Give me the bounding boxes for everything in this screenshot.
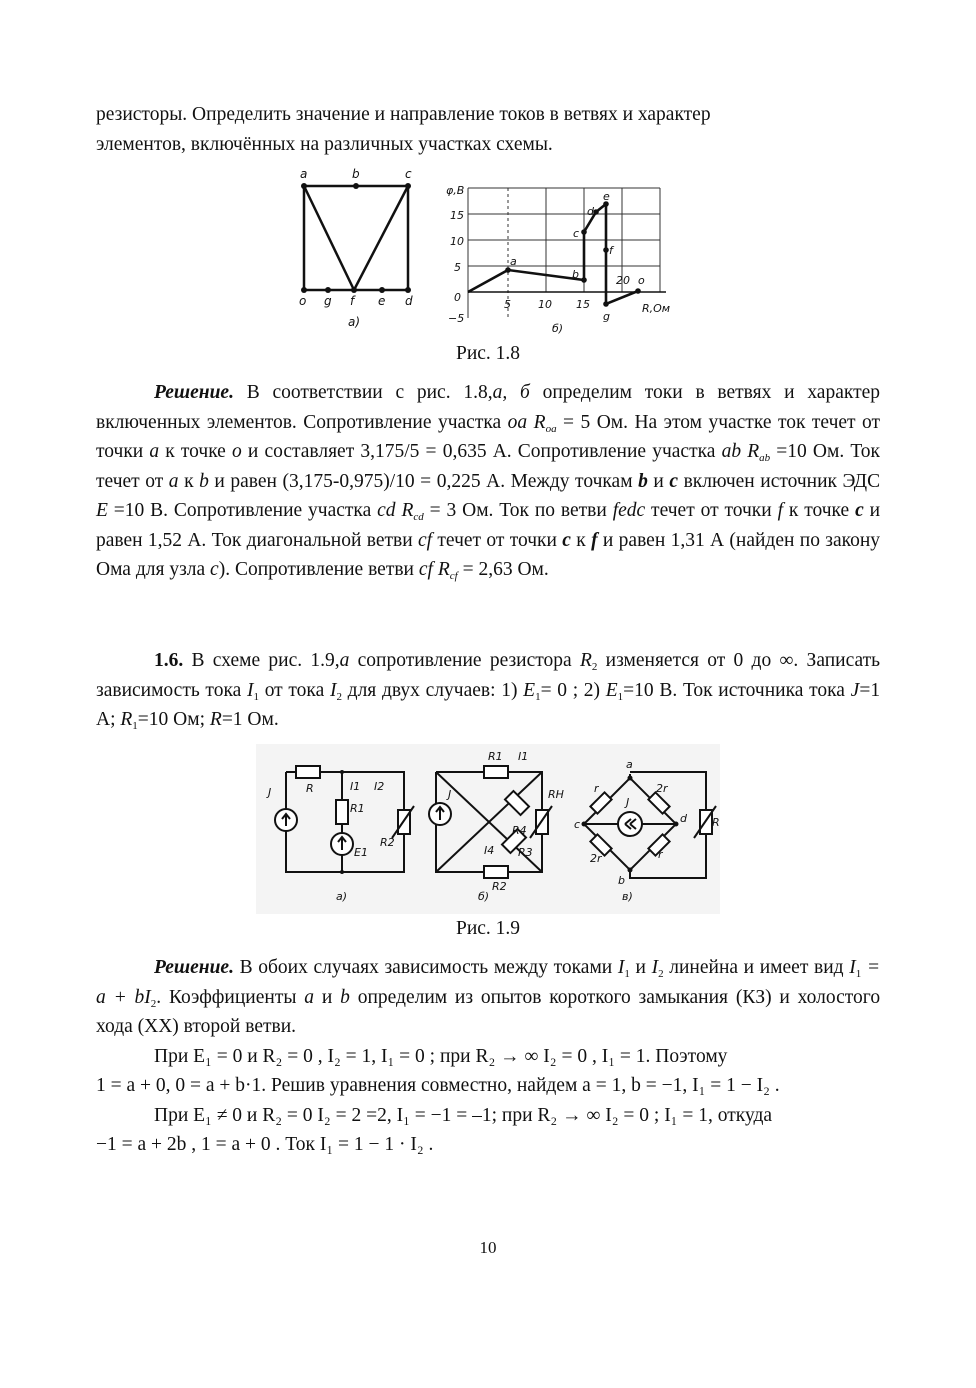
sol18-text-20: диагональной ветви	[246, 529, 413, 551]
sol16-text-5: . Коэффициенты	[156, 986, 297, 1008]
point-g: g	[603, 310, 610, 323]
sol16-text-1: В обоих случаях зависимость между токами	[239, 957, 613, 978]
branch-cf	[354, 186, 408, 290]
sol18-text-22: к	[576, 529, 586, 551]
point-o: o	[638, 274, 645, 287]
node-g: g	[324, 294, 332, 308]
sol18-text-18: к точке	[788, 500, 850, 521]
sol18-var-cf: cf	[417, 529, 433, 551]
intro-line-1: резисторы. Определить значение и направление токов в ветвях и характер	[96, 104, 711, 125]
page-number: 10	[479, 1238, 497, 1257]
sol18-var-oa: oa	[507, 411, 528, 433]
sol16-text-3: линейна и	[669, 957, 755, 978]
sol18-text-12: Между точкам	[510, 470, 633, 492]
sol18-var-ab: а, б	[492, 382, 530, 403]
sol18-text-2: определим токи в ветвях и характер	[542, 382, 881, 403]
ytick-10: 10	[450, 235, 464, 248]
sol16-text-2: и	[635, 957, 646, 978]
sol16-text-6: и	[321, 986, 333, 1008]
sol18-sub-cd: cd	[413, 511, 424, 523]
sol18-text-25: ). Сопротивление ветви	[218, 559, 414, 580]
sol18-var-a2: a	[168, 470, 179, 492]
sol18-text-9: =10 Ом. Ток течет от	[96, 441, 881, 492]
figure-1-8	[290, 164, 690, 344]
label-J-a: J	[268, 786, 272, 799]
sol18-text-13: и	[653, 470, 664, 492]
sol18-var-b: b	[199, 470, 209, 492]
prob16-text-4: Записать зависимость тока	[96, 650, 881, 701]
prob16-text-6: для двух случаев: 1)	[347, 679, 518, 701]
point-b: b	[572, 268, 579, 281]
sol16-line-5: 1 = a + 0, 0 = a + b·1. Решив уравнения совместно, найдем a = 1, b = −1, I₁ = 1 − I₂ .	[96, 1075, 780, 1096]
prob16-text-12: =1 Ом.	[221, 709, 279, 730]
node-c-c: c	[574, 818, 581, 831]
branch-af	[304, 186, 354, 290]
label-r2-c: r	[658, 848, 663, 861]
sol16-text-7: определим из опытов короткого	[357, 986, 631, 1008]
xtick-10: 10	[538, 298, 552, 311]
sol16-var-b: b	[340, 986, 350, 1008]
label-R2-b: R2	[492, 880, 507, 893]
label-I1-a: I1	[350, 780, 361, 793]
label-r1-c: r	[594, 782, 599, 795]
prob16-text-8: =10 В.	[623, 679, 678, 701]
label-R1-a: R1	[350, 802, 365, 815]
sol18-text-16: = 3 Ом. Ток по ветви	[429, 500, 607, 521]
figure-1-8-caption: Рис. 1.8	[455, 343, 521, 364]
sol18-text-19: и равен 1,52 А. Ток	[96, 500, 881, 551]
prob16-text-10: =1 А;	[96, 679, 881, 730]
prob16-text-3: изменяется от 0 до ∞.	[605, 650, 799, 671]
label-R1-b: R1	[488, 750, 503, 763]
problem-number: 1.6.	[154, 650, 184, 671]
prob16-text-7: = 0 ; 2)	[540, 679, 601, 701]
node-a-c: a	[626, 758, 633, 771]
sol18-var-a: a	[149, 441, 160, 462]
ytick-0: 0	[454, 291, 461, 304]
sol18-text-4: = 5 Ом. На этом участке	[563, 411, 772, 433]
sol18-text-3: включенных элементов. Сопротивление участка	[96, 411, 502, 433]
label-R-a: R	[306, 782, 314, 795]
label-circuit-c: в)	[622, 890, 633, 903]
prob16-text-1: В схеме рис. 1.9,	[191, 650, 340, 671]
xtick-15: 15	[576, 298, 590, 311]
sol18-text-11: и равен (3,175-0,975)/10 = 0,225 А.	[214, 470, 506, 492]
label-2r1-c: 2r	[656, 782, 668, 795]
point-e: e	[603, 190, 610, 203]
sol16-line-4: При E₁ = 0 и R₂ = 0 , I₂ = 1, I₁ = 0 ; при R₂ → ∞ I₂ = 0 , I₁ = 1. Поэтому	[154, 1045, 728, 1067]
label-I4-b: I4	[484, 844, 495, 857]
point-d: d	[587, 205, 594, 218]
node-b: b	[352, 167, 360, 181]
sol18-text-21: течет от точки	[437, 529, 557, 551]
label-R-c: R	[712, 816, 720, 829]
sol18-text-26: = 2,63 Ом.	[462, 559, 549, 580]
sol18-var-R-oa: R	[533, 411, 546, 433]
sol18-var-f: f	[777, 500, 784, 521]
sol16-text-8: замыкания (КЗ) и холостого хода (ХХ) второй ветви.	[96, 986, 881, 1037]
sol18-var-f-bold: f	[591, 529, 598, 551]
sol18-sub-cf: cf	[449, 570, 458, 582]
label-R2-a: R2	[380, 836, 395, 849]
prob16-text-9: Ток источника тока	[682, 679, 845, 701]
sol18-var-c-bold2: c	[855, 500, 864, 521]
axis-x-label: R,Ом	[642, 302, 671, 315]
intro-line-2: элементов, включённых на различных участках схемы.	[96, 133, 553, 155]
prob16-var-R: R	[209, 709, 222, 730]
figure-1-8a	[304, 186, 408, 290]
solution-lead: Решение.	[154, 382, 234, 403]
label-J-b: J	[448, 788, 452, 801]
prob16-text-5: от тока	[264, 679, 325, 701]
figure-1-9	[256, 744, 720, 914]
sol16-line-7: −1 = a + 2b , 1 = a + 0 . Ток I₁ = 1 − 1 · I₂ .	[96, 1134, 434, 1155]
sol18-text-7: и составляет 3,175/5 = 0,635 А. Сопротивление	[247, 441, 647, 462]
sol18-sub-ab: ab	[759, 452, 771, 464]
sol18-var-c-bold: c	[669, 470, 679, 492]
node-a: a	[300, 167, 308, 181]
node-c: c	[405, 167, 412, 181]
node-o: o	[299, 294, 307, 308]
sol18-var-fedc: fedc	[612, 500, 646, 521]
solution-1-8: Решение. В соответствии с рис. 1.8,а, б определим токи в ветвях и характер включенных элементов. Сопротивление участка oa $R_{oa} = 5$ Ом. На этом участке ток течет от точки a к точке o и составляет 3,175/5 = 0,635 А. Сопротивление участка ab $R_{ab} =10$ Ом. Ток течет от a к b и равен (3,175-0,975)/10 = 0,225 А. Между точкам b и c включен источник ЭДС E =10 В. Сопротивление участка cd $R_{cd} = 3$ Ом. Ток по ветви fedc течет от точки f к точке c и равен 1,52 А. Ток диагональной ветви cf течет от точки c к f и равен 1,31 А (найден по закону Ома для узла с). Сопротивление ветви cf $R_{cf} = 2,63$ Ом.	[96, 382, 881, 582]
prob16-var-a: а	[339, 650, 350, 671]
prob16-text-2: сопротивление резистора	[357, 650, 572, 671]
ytick-5: 5	[454, 261, 461, 274]
xtick-20: 20	[616, 274, 630, 287]
label-I2-a: I2	[374, 780, 385, 793]
sol18-sub-oa: oa	[545, 422, 557, 435]
sol18-var-cf2: cf	[418, 559, 433, 580]
sol18-var-ab2: ab	[721, 441, 742, 462]
sol18-var-o: o	[231, 441, 242, 462]
fig-1-8a-label: а)	[348, 315, 361, 329]
sol18-text-24: для узла	[135, 559, 206, 580]
sol16-text-4: имеет вид	[759, 957, 844, 978]
resistor-R1	[336, 800, 348, 824]
figure-1-8b	[446, 184, 670, 335]
sol18-text-1: В соответствии с рис. 1.8,	[246, 382, 493, 403]
sol18-text-23: и равен 1,31 А (найден по закону Ома	[96, 529, 881, 580]
node-b-c: b	[618, 874, 625, 887]
axis-y-label: φ,В	[446, 184, 465, 197]
label-2r2-c: 2r	[590, 852, 602, 865]
sol18-var-E: E	[96, 500, 108, 521]
circuit-frame	[304, 186, 408, 290]
label-RH-b: RH	[548, 788, 564, 801]
sol18-text-14: включен источник ЭДС	[683, 470, 881, 492]
xtick-5: 5	[504, 298, 511, 311]
sol18-text-8: участка	[652, 441, 716, 462]
label-R4-b: R4	[512, 824, 527, 837]
label-circuit-b: б)	[478, 890, 490, 903]
sol18-text-17: течет от точки	[651, 500, 772, 521]
sol18-var-c-bold3: c	[562, 529, 571, 551]
label-E1-a: E1	[354, 846, 368, 859]
sol18-text-10: к	[184, 470, 194, 492]
sol16-line-6: При E₁ ≠ 0 и R₂ = 0 I₂ = 2 =2, I₁ = −1 = –1; при R₂ → ∞ I₂ = 0 ; I₁ = 1, откуда	[154, 1104, 773, 1126]
solution-lead-2: Решение.	[154, 957, 234, 978]
label-R3-b: R3	[518, 846, 533, 859]
node-d-c: d	[680, 812, 687, 825]
ytick-minus5: −5	[448, 312, 465, 325]
node-f: f	[350, 294, 355, 308]
point-a: a	[510, 255, 517, 268]
prob16-text-11: =10 Ом;	[137, 709, 206, 730]
sol16-formula: = a + bI	[96, 957, 881, 1008]
node-d: d	[405, 294, 413, 308]
prob16-var-J: J	[850, 679, 860, 701]
sol18-var-cd: cd	[377, 500, 396, 521]
label-J-c: J	[626, 796, 630, 809]
sol18-var-b-bold: b	[638, 470, 648, 492]
point-c: c	[573, 227, 580, 240]
intro-paragraph	[96, 100, 880, 159]
fig-1-8b-label: б)	[552, 322, 564, 335]
point-f: f	[609, 244, 613, 257]
sol18-text-6: к точке	[165, 441, 226, 462]
ytick-15: 15	[450, 209, 464, 222]
label-I1-b: I1	[518, 750, 529, 763]
node-e: e	[378, 294, 386, 308]
resistor-R	[296, 766, 320, 778]
problem-1-6: 1.6. В схеме рис. 1.9,а сопротивление резистора $R_2$ изменяется от 0 до ∞. Записать зависимость тока $I_1$ от тока $I_2$ для двух случаев: 1) $E_1= 0$ ; 2) $E_1=10$ В. Ток источника тока J=1 А; $R_1=10$ Ом; R=1 Ом.	[96, 650, 881, 732]
solution-1-6: Решение. В обоих случаях зависимость между токами $I_1$ и $I_2$ линейна и имеет вид $I_1 = a + bI_2$. Коэффициенты a и b определим из опытов короткого замыкания (КЗ) и холостого хода (ХХ) второй ветви. При E₁ = 0 и R₂ = 0 , I₂ = 1, I₁ = 0 ; при R₂ → ∞ I₂ = 0 , I₁ = 1. Поэтому 1 = a + 0, 0 = a + b·1. Решив уравнения совместно, найдем a = 1, b = −1, I₁ = 1 − I₂ . При E₁ ≠ 0 и R₂ = 0 I₂ = 2 =2, I₁ = −1 = –1; при R₂ → ∞ I₂ = 0 ; I₁ = 1, откуда −1 = a + 2b , 1 = a + 0 . Ток I₁ = 1 − 1 · I₂ .	[96, 953, 880, 1160]
sol18-var-c: с	[210, 559, 219, 580]
sol18-text-5: ток течет от точки	[96, 411, 881, 462]
figure-1-9-caption: Рис. 1.9	[455, 918, 521, 939]
sol18-text-15: =10 В. Сопротивление участка	[113, 500, 372, 521]
sol16-var-a: a	[304, 986, 315, 1008]
label-circuit-a: а)	[336, 890, 348, 903]
